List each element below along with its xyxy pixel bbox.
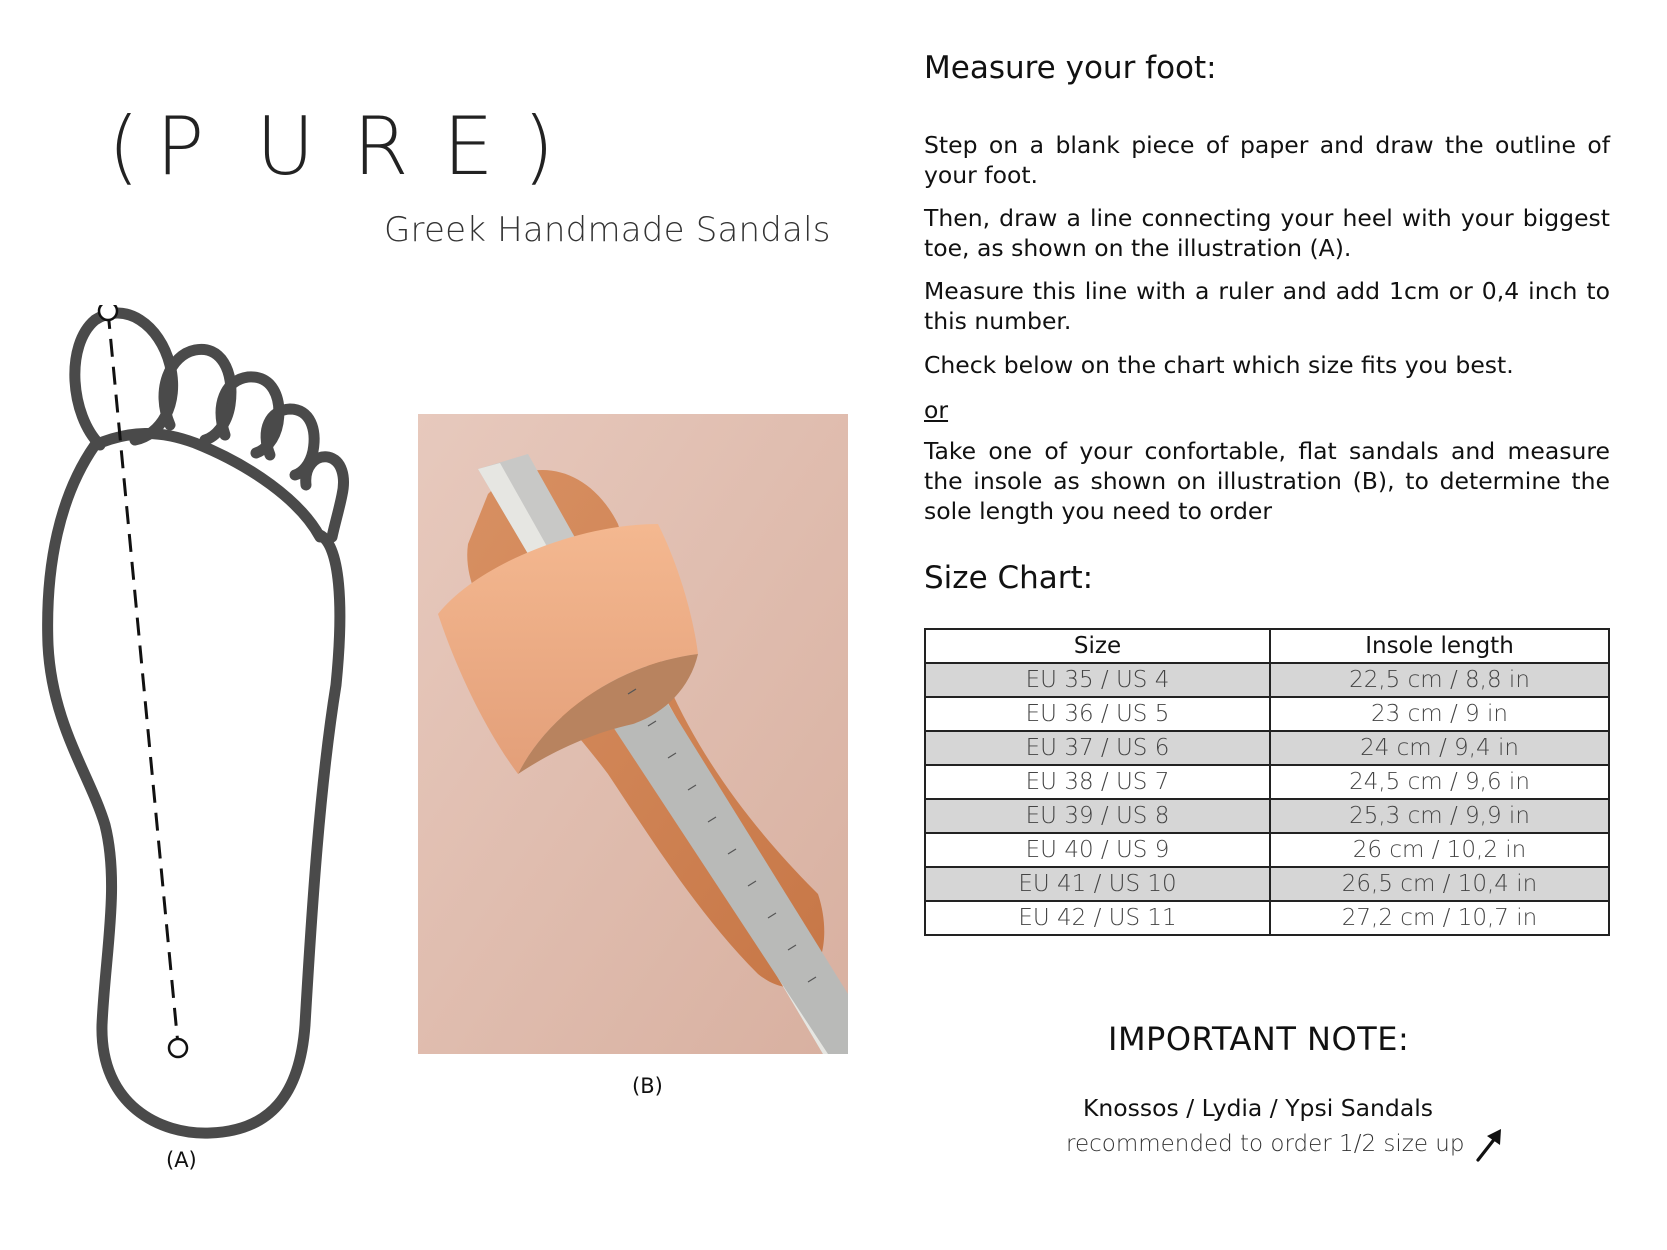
size-cell: EU 41 / US 10 xyxy=(925,867,1270,901)
size-chart-table xyxy=(924,628,1610,936)
or-separator: or xyxy=(924,396,949,424)
brand-tagline: Greek Handmade Sandals xyxy=(384,210,831,250)
instruction-step-3: Measure this line with a ruler and add 1cm or 0,4 inch to this number. xyxy=(924,277,1610,335)
table-row xyxy=(925,833,1609,867)
table-row xyxy=(925,765,1609,799)
measure-heading: Measure your foot: xyxy=(924,50,1217,86)
insole-cell: 24 cm / 9,4 in xyxy=(1270,731,1609,765)
brand-logo xyxy=(108,100,568,210)
logo-letter: ) xyxy=(523,100,555,193)
table-row xyxy=(925,697,1609,731)
size-cell: EU 36 / US 5 xyxy=(925,697,1270,731)
note-models: Knossos / Lydia / Ypsi Sandals xyxy=(1083,1094,1434,1122)
logo-letter: ( xyxy=(108,100,140,193)
insole-cell: 27,2 cm / 10,7 in xyxy=(1270,901,1609,935)
size-cell: EU 39 / US 8 xyxy=(925,799,1270,833)
instruction-step-1: Step on a blank piece of paper and draw the outline of your foot. xyxy=(924,131,1610,189)
arrow-up-right-icon xyxy=(1474,1127,1504,1163)
insole-cell: 24,5 cm / 9,6 in xyxy=(1270,765,1609,799)
table-row xyxy=(925,867,1609,901)
insole-cell: 26,5 cm / 10,4 in xyxy=(1270,867,1609,901)
size-cell: EU 37 / US 6 xyxy=(925,731,1270,765)
figure-label-a: (A) xyxy=(166,1148,197,1172)
size-cell: EU 38 / US 7 xyxy=(925,765,1270,799)
insole-cell: 23 cm / 9 in xyxy=(1270,697,1609,731)
table-row xyxy=(925,663,1609,697)
figure-label-b: (B) xyxy=(632,1074,663,1098)
table-row xyxy=(925,731,1609,765)
table-row xyxy=(925,901,1609,935)
logo-letter: P xyxy=(156,100,205,193)
table-header-row xyxy=(925,629,1609,663)
table-row xyxy=(925,799,1609,833)
insole-cell: 22,5 cm / 8,8 in xyxy=(1270,663,1609,697)
logo-letter: R xyxy=(353,100,409,193)
foot-outline-illustration xyxy=(20,305,380,1155)
important-note-title: IMPORTANT NOTE: xyxy=(1108,1020,1410,1058)
instruction-step-4: Check below on the chart which size fits you best. xyxy=(924,351,1514,379)
insole-cell: 25,3 cm / 9,9 in xyxy=(1270,799,1609,833)
column-header-size: Size xyxy=(925,629,1270,663)
sandal-measurement-photo xyxy=(418,414,848,1054)
size-cell: EU 35 / US 4 xyxy=(925,663,1270,697)
column-header-insole: Insole length xyxy=(1270,629,1609,663)
size-cell: EU 40 / US 9 xyxy=(925,833,1270,867)
logo-letter: U xyxy=(256,100,315,193)
instruction-step-2: Then, draw a line connecting your heel with your biggest toe, as shown on the illustration (A). xyxy=(924,204,1610,262)
logo-letter: E xyxy=(443,100,494,193)
instruction-alternative: Take one of your confortable, flat sandals and measure the insole as shown on illustration (B), to determine the sole length you need to order xyxy=(924,437,1610,525)
size-chart-heading: Size Chart: xyxy=(924,560,1094,596)
insole-cell: 26 cm / 10,2 in xyxy=(1270,833,1609,867)
note-recommendation: recommended to order 1/2 size up xyxy=(1066,1131,1465,1157)
size-cell: EU 42 / US 11 xyxy=(925,901,1270,935)
